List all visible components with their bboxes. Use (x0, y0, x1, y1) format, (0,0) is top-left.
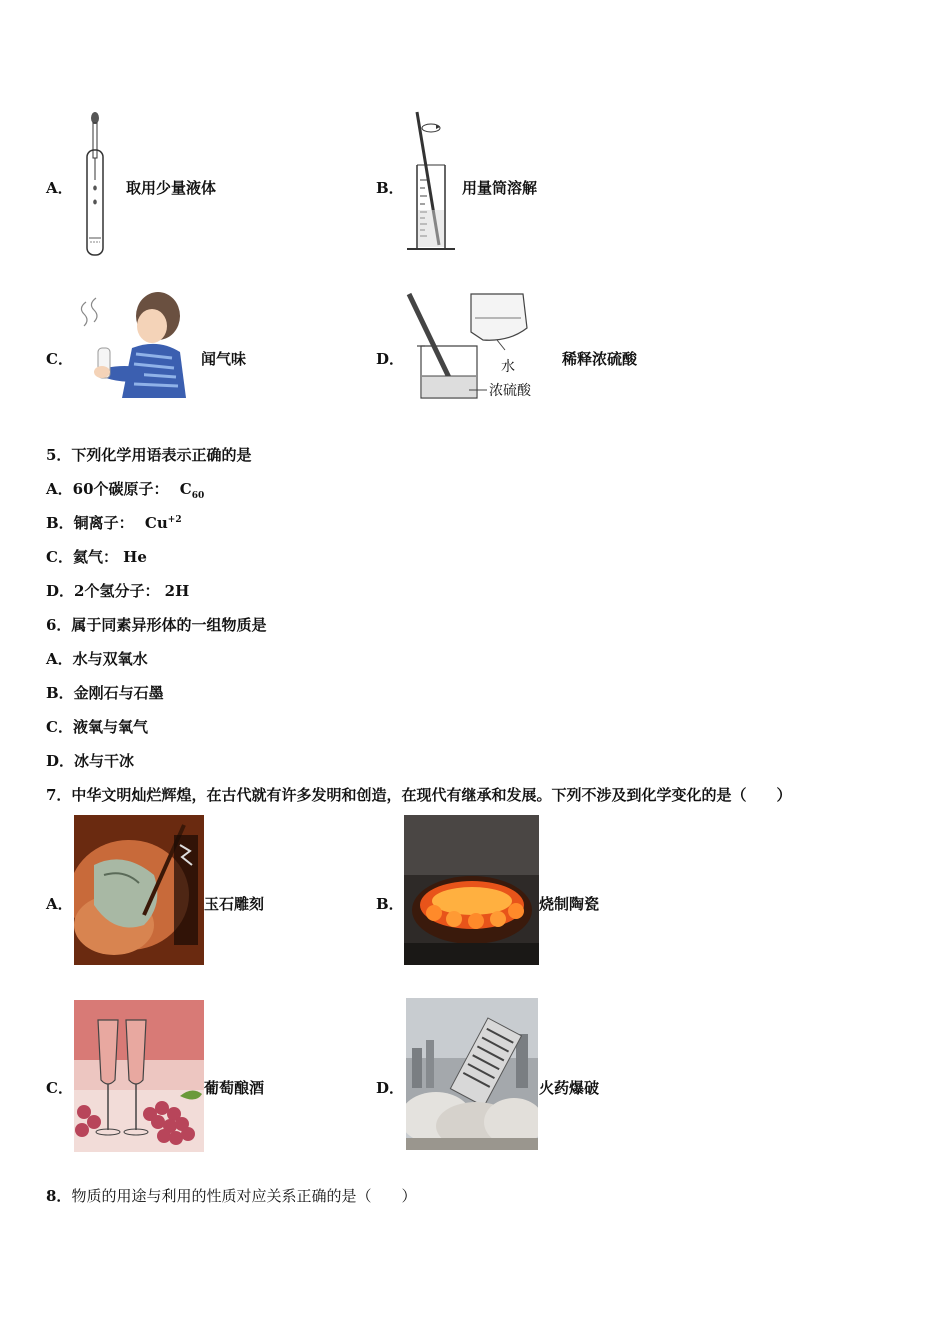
q5-option-a-subscript: 60 (191, 491, 205, 501)
q6-option-a: A．水与双氧水 (46, 650, 148, 668)
q4-option-a-text: 取用少量液体 (126, 179, 217, 197)
q5-option-b-superscript: +2 (167, 515, 182, 525)
q7-option-b-letter: B． (376, 895, 404, 913)
jade-carving-photo (74, 815, 204, 965)
q5-option-a-formula: C (179, 480, 192, 498)
q7-option-c-text: 葡萄酿酒 (204, 1079, 265, 1097)
label-concentrated-acid: 浓硫酸 (489, 383, 531, 399)
wine-grapes-photo (74, 1000, 204, 1152)
q7-option-a-letter: A． (46, 895, 73, 913)
q4-option-a-letter: A． (46, 179, 73, 197)
q7-option-d-letter: D． (376, 1079, 405, 1097)
label-water: 水 (501, 359, 515, 375)
q6-option-b: B．金刚石与石墨 (46, 684, 164, 702)
q7-stem: 7．中华文明灿烂辉煌，在古代就有许多发明和创造，在现代有继承和发展。下列不涉及到化学变化的是（ ） (46, 786, 792, 804)
q4-option-c-letter: C． (46, 350, 73, 368)
q4-option-b-text: 用量筒溶解 (462, 179, 538, 197)
q7-option-b-text: 烧制陶瓷 (539, 895, 600, 913)
q5-option-c: C．氦气： He (46, 548, 147, 566)
q8-number: 8． (46, 1187, 72, 1205)
dropper-test-tube-figure (80, 110, 110, 260)
graduated-cylinder-figure (403, 110, 463, 255)
q7-option-c-letter: C． (46, 1079, 73, 1097)
q5-option-b-prefix: B．铜离子： (46, 514, 134, 532)
pottery-kiln-photo (404, 815, 539, 965)
q4-option-b-letter: B． (376, 179, 404, 197)
q4-option-d-text: 稀释浓硫酸 (562, 350, 638, 368)
boy-smelling-figure (76, 288, 188, 400)
q4-option-d-letter: D． (376, 350, 405, 368)
dilute-acid-figure (405, 290, 555, 405)
q5-option-b-formula: Cu (144, 514, 168, 532)
q5-stem: 5．下列化学用语表示正确的是 (46, 446, 252, 464)
q6-option-d: D．冰与干冰 (46, 752, 135, 770)
q4-option-c-text: 闻气味 (201, 350, 247, 368)
demolition-explosion-photo (406, 998, 538, 1150)
q8-text: 物质的用途与利用的性质对应关系正确的是（ ） (71, 1187, 417, 1205)
q8-stem (46, 1185, 416, 1206)
q7-option-a-text: 玉石雕刻 (204, 895, 265, 913)
q5-option-b (46, 512, 182, 533)
q5-option-a (46, 478, 204, 501)
q5-option-d: D．2个氢分子： 2H (46, 582, 190, 600)
q6-stem: 6．属于同素异形体的一组物质是 (46, 616, 267, 634)
q6-option-c: C．液氧与氧气 (46, 718, 148, 736)
q5-option-a-prefix: A．60个碳原子： (46, 480, 169, 498)
q7-option-d-text: 火药爆破 (539, 1079, 600, 1097)
